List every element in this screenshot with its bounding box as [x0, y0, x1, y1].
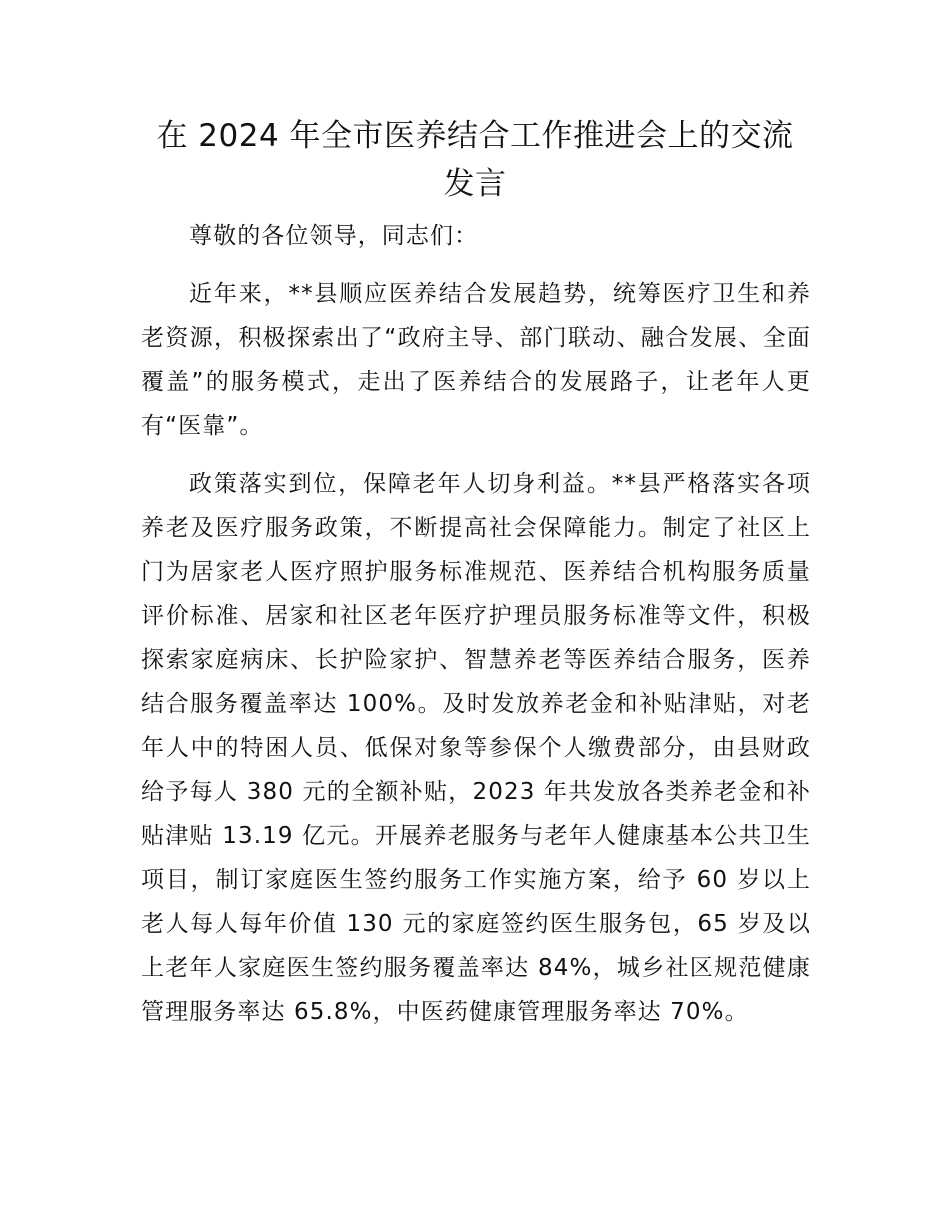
- title-line-2: 发言: [443, 166, 507, 202]
- document-body: [141, 214, 811, 1048]
- salutation: 尊敬的各位领导，同志们：: [189, 223, 479, 249]
- paragraph-policy: 政策落实到位，保障老年人切身利益。**县严格落实各项养老及医疗服务政策，不断提高社会保障能力。制定了社区上门为居家老人医疗照护服务标准规范、医养结合机构服务质量评价标准、居家和社区老年医疗护理员服务标准等文件，积极探索家庭病床、长护险家护、智慧养老等医养结合服务，医养结合服务覆盖率达 100%。及时发放养老金和补贴津贴，对老年人中的特困人员、低保对象等参保个人缴费部分，由县财政给予每人 380 元的全额补贴，2023 年共发放各类养老金和补贴津贴 13.19 亿元。开展养老服务与老年人健康基本公共卫生项目，制订家庭医生签约服务工作实施方案，给予 60 岁以上老人每人每年价值 130 元的家庭签约医生服务包，65 岁及以上老年人家庭医生签约服务覆盖率达 84%，城乡社区规范健康管理服务率达 65.8%，中医药健康管理服务率达 70%。: [141, 471, 811, 1025]
- title-line-1: 在 2024 年全市医养结合工作推进会上的交流: [156, 118, 794, 154]
- paragraph-intro: 近年来，**县顺应医养结合发展趋势，统筹医疗卫生和养老资源，积极探索出了“政府主导、部门联动、融合发展、全面覆盖”的服务模式，走出了医养结合的发展路子，让老年人更有“医靠”。: [141, 281, 811, 439]
- page-title: [120, 112, 830, 208]
